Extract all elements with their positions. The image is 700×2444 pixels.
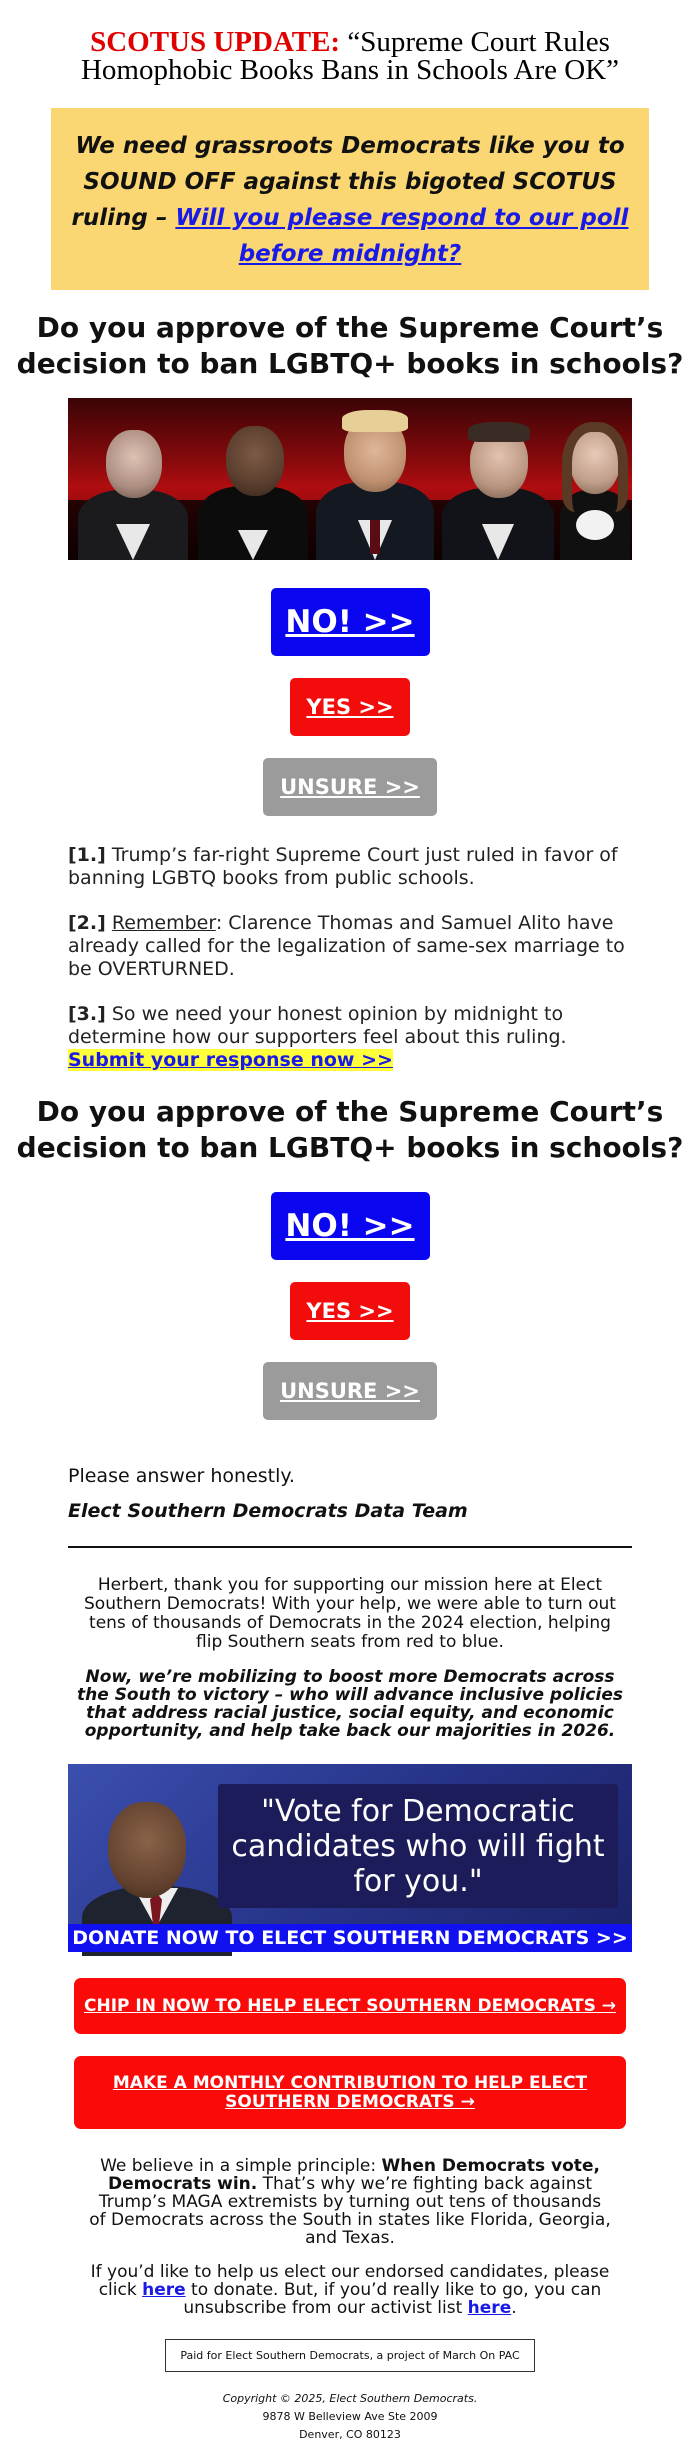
no-button[interactable]: NO! >> [271,588,430,656]
justices-image[interactable] [68,398,632,560]
unsure-button[interactable]: UNSURE >> [263,758,437,816]
justice-figure [442,410,554,560]
paid-for-disclaimer: Paid for Elect Southern Democrats, a project of March On PAC [165,2339,535,2372]
point-1: [1.] Trump’s far-right Supreme Court just ruled in favor of banning LGBTQ books from public schools. [68,844,618,889]
unsubscribe-link[interactable]: here [467,2298,512,2318]
headline [0,0,700,84]
submit-response-link[interactable]: Submit your response now >> [68,1049,393,1071]
intro-text: We need grassroots Democrats like you to SOUND OFF against this bigoted SCOTUS ruling – Will you please respond to our poll before midnight? [71,133,629,267]
no-button[interactable]: NO! >> [271,1192,430,1260]
headline-label: SCOTUS UPDATE: [90,26,341,58]
poll-link[interactable]: Will you please respond to our poll before midnight? [175,205,629,267]
address-line-2: Denver, CO 80123 [299,2428,401,2441]
address-line-1: 9878 W Belleview Ave Ste 2009 [262,2410,438,2423]
answer-honestly-text: Please answer honestly. [68,1465,295,1487]
headline-title-1: “Supreme Court Rules [347,26,610,58]
mobilizing-paragraph: Now, we’re mobilizing to boost more Democrats across the South to victory – who will advance inclusive policies that address racial justice, social equity, and economic opportunity, and help take back our majorities in 2026. [77,1667,623,1741]
signature: Elect Southern Democrats Data Team [68,1500,468,1522]
poll-question-repeat [0,1094,700,1166]
banner-donate-cta[interactable]: DONATE NOW TO ELECT SOUTHERN DEMOCRATS >> [68,1924,632,1952]
donate-here-link[interactable]: here [142,2280,186,2300]
thanks-paragraph: Herbert, thank you for supporting our mission here at Elect Southern Democrats! With your help, we were able to turn out tens of thousands of Democrats in the 2024 election, helping flip Southern seats from red to blue. [84,1575,616,1652]
poll-question-line-2: decision to ban LGBTQ+ books in schools? [16,1131,684,1164]
intro-box [51,108,649,290]
justice-figure [316,400,434,560]
unsubscribe-paragraph: If you’d like to help us elect our endorsed candidates, please click here to donate. But, if you’d really like to go, you can unsubscribe from our activist list here. [90,2262,610,2318]
poll-question-line-2: decision to ban LGBTQ+ books in schools? [16,347,684,380]
headline-title-2: Homophobic Books Bans in Schools Are OK” [80,54,620,86]
footer [0,2390,700,2444]
principle-paragraph: We believe in a simple principle: When Democrats vote, Democrats win. That’s why we’re fighting back against Trump’s MAGA extremists by turning out tens of thousands of Democrats across the South in states like Florida, Georgia, and Texas. [89,2156,611,2248]
monthly-contribution-button[interactable]: MAKE A MONTHLY CONTRIBUTION TO HELP ELECT SOUTHERN DEMOCRATS → [74,2056,626,2129]
justice-figure [78,410,188,560]
poll-question [0,310,700,382]
poll-question-line-1: Do you approve of the Supreme Court’s [36,1095,664,1128]
banner-quote: "Vote for Democratic candidates who will fight for you." [231,1794,605,1899]
yes-button[interactable]: YES >> [290,1282,410,1340]
yes-button[interactable]: YES >> [290,678,410,736]
justice-figure [198,410,308,560]
donate-banner[interactable] [68,1764,632,1952]
point-3: [3.] So we need your honest opinion by midnight to determine how our supporters feel about this ruling. Submit your response now >> [68,1003,567,1071]
justice-figure [560,410,630,560]
unsure-button[interactable]: UNSURE >> [263,1362,437,1420]
poll-question-line-1: Do you approve of the Supreme Court’s [36,311,664,344]
point-2: [2.] Remember: Clarence Thomas and Samuel Alito have already called for the legalization of same-sex marriage to be OVERTURNED. [68,912,625,980]
chip-in-button[interactable]: CHIP IN NOW TO HELP ELECT SOUTHERN DEMOCRATS → [74,1978,626,2034]
copyright: Copyright © 2025, Elect Southern Democrats. [222,2392,478,2405]
